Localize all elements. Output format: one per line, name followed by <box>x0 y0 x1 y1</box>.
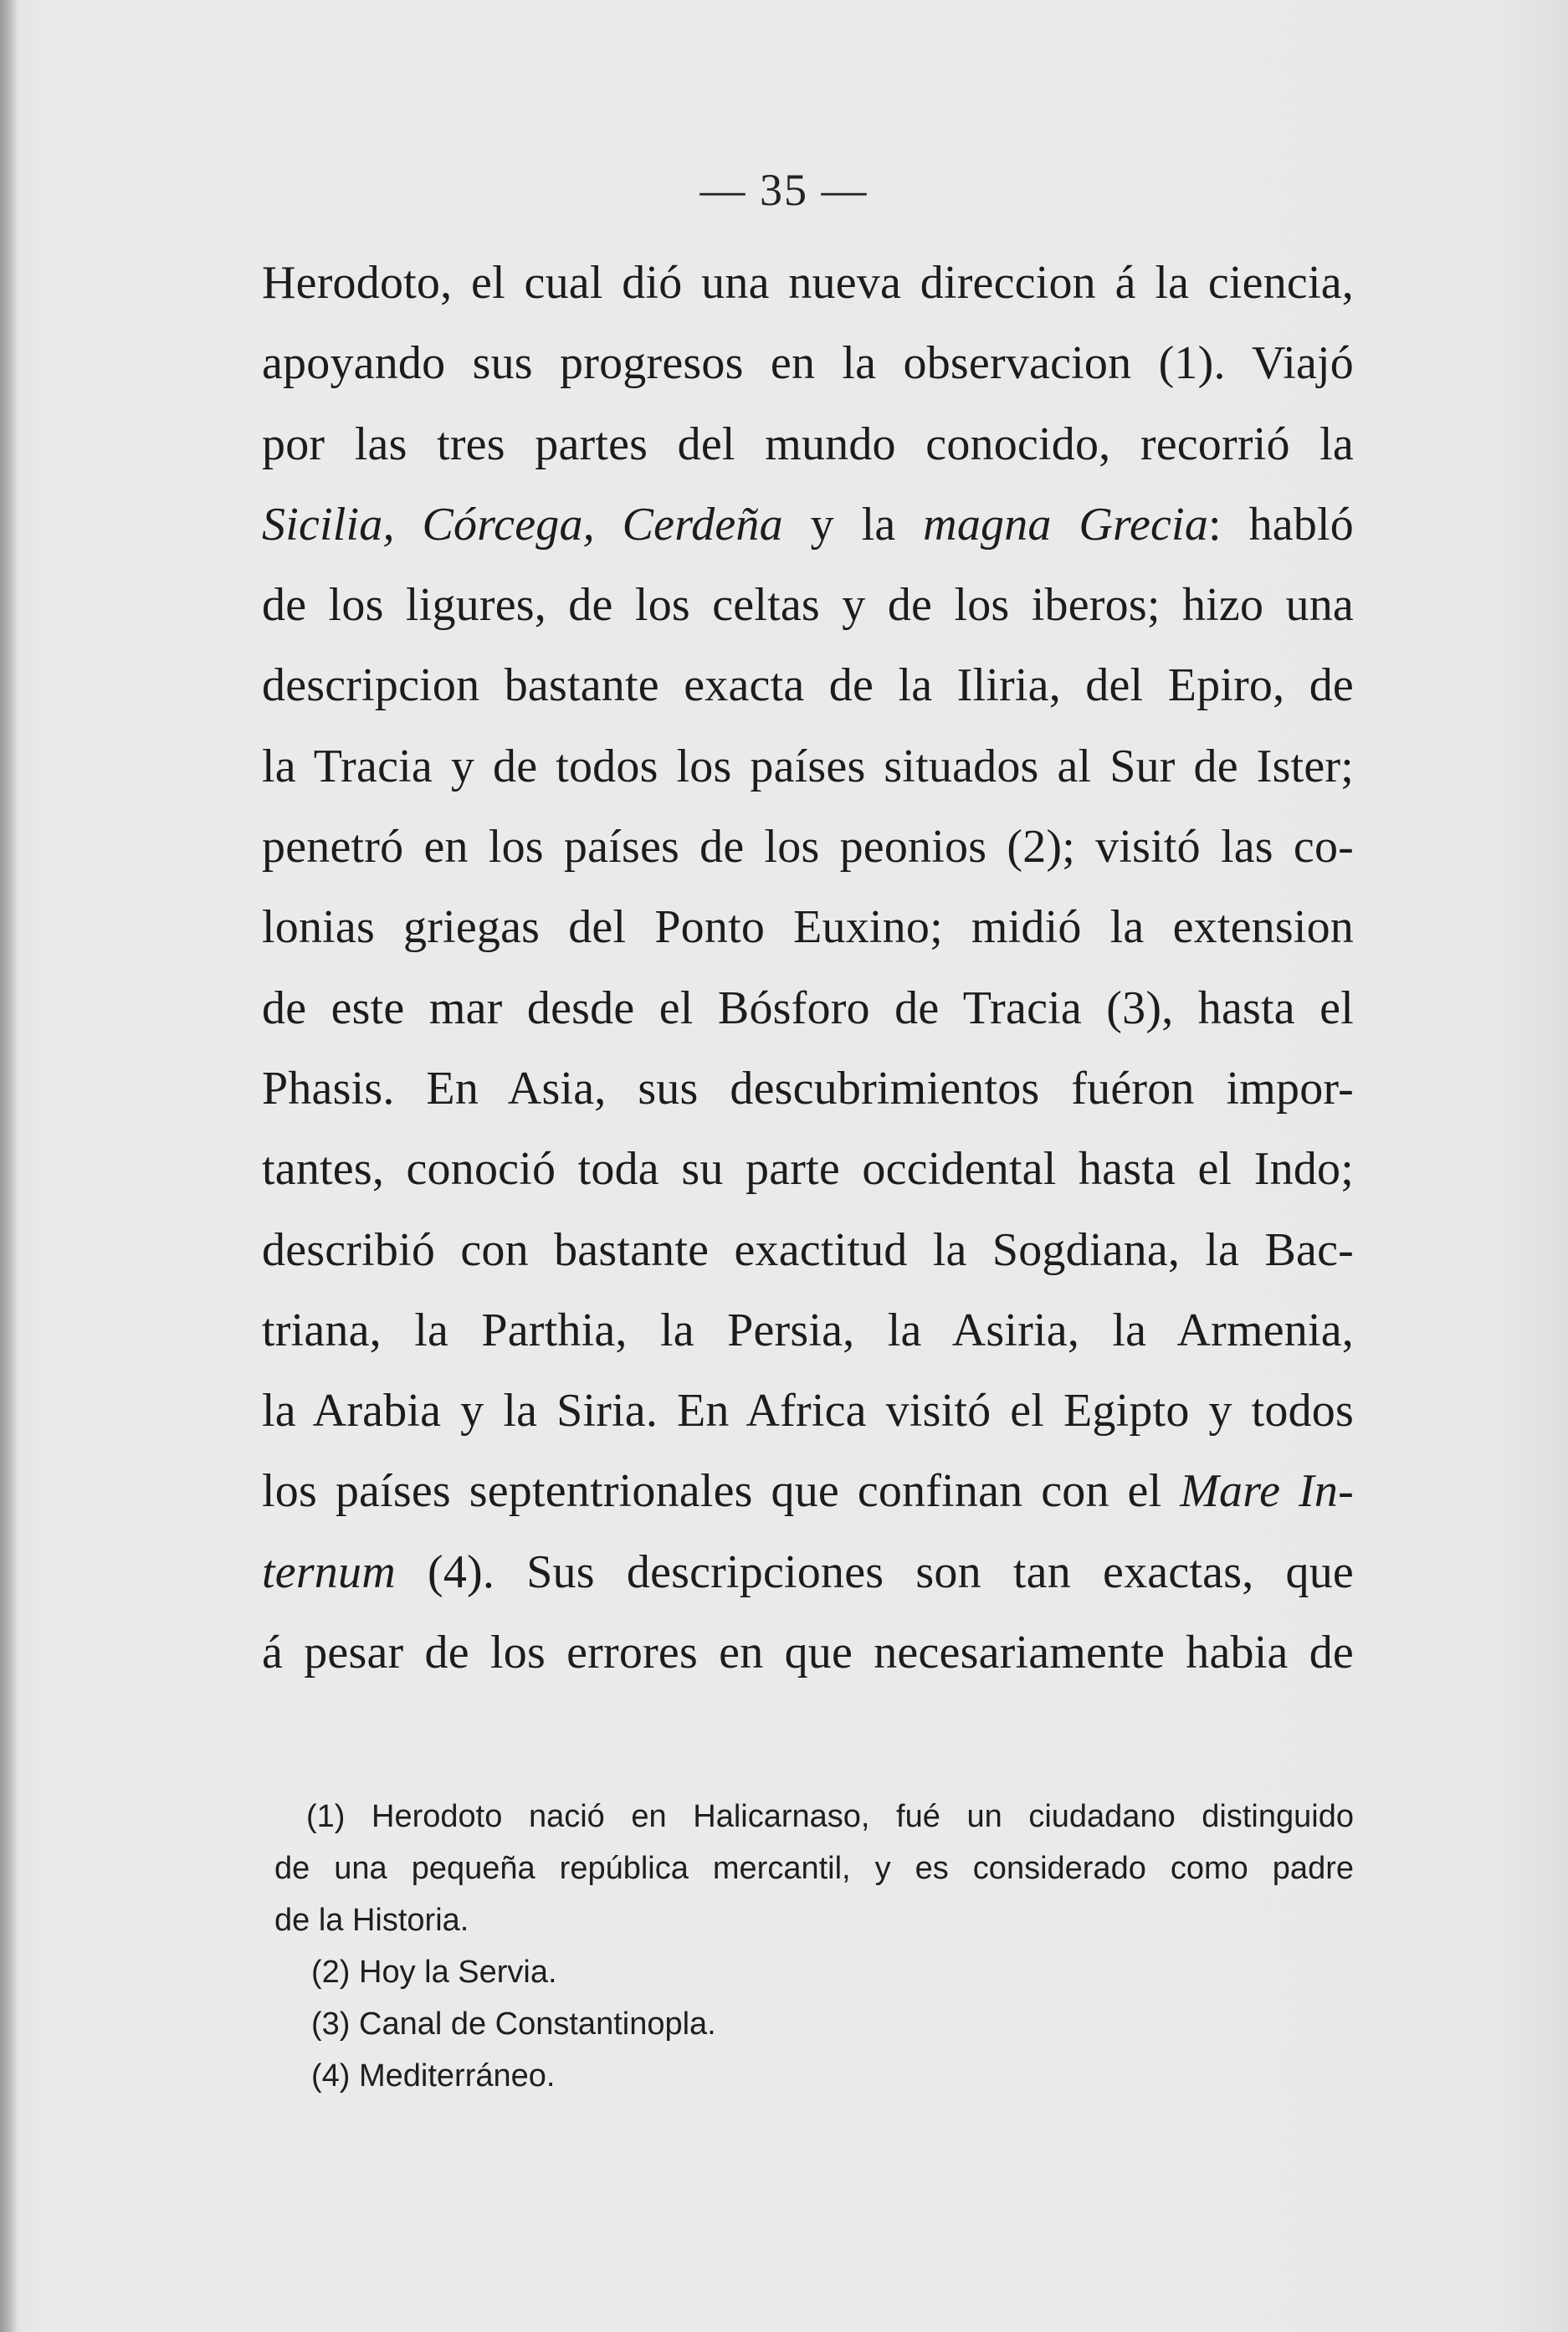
body-line: de este mar desde el Bósforo de Tracia (3), hasta el <box>262 981 1354 1034</box>
body-line: triana, la Parthia, la Persia, la Asiria, la Armenia, <box>262 1304 1354 1356</box>
body-text-segment: : habló <box>1208 498 1354 551</box>
body-line: apoyando sus progresos en la observacion (1). Viajó <box>262 337 1354 390</box>
body-text <box>262 243 1354 1693</box>
body-text-segment: y la <box>782 498 924 551</box>
body-line: la Arabia y la Siria. En Africa visitó el Egipto y todos <box>262 1385 1354 1438</box>
body-line <box>262 484 1354 565</box>
body-line: describió con bastante exactitud la Sogdiana, la Bac- <box>262 1223 1354 1276</box>
page-number: — 35 — <box>699 165 869 215</box>
body-line: por las tres partes del mundo conocido, recorrió la <box>262 418 1354 470</box>
body-line: Herodoto, el cual dió una nueva direccion á la ciencia, <box>262 257 1354 309</box>
italic-magna-grecia: magna Grecia <box>923 498 1209 551</box>
footnote-1-cont: de una pequeña república mercantil, y es considerado como padre <box>274 1851 1354 1886</box>
footnote-2: (2) Hoy la Servia. <box>311 1955 557 1990</box>
body-line <box>262 1532 1354 1612</box>
footnote-1: (1) Herodoto nació en Halicarnaso, fué un ciudadano distinguido <box>306 1799 1354 1834</box>
footnote-1-end: de la Historia. <box>274 1903 469 1938</box>
footnote-4: (4) Mediterráneo. <box>311 2058 556 2094</box>
body-line <box>262 1451 1354 1531</box>
body-line: de los ligures, de los celtas y de los iberos; hizo una <box>262 579 1354 632</box>
binding-shadow <box>0 0 18 2332</box>
italic-mare-internum: Mare In- <box>1180 1465 1354 1518</box>
body-line: descripcion bastante exacta de la Iliria, del Epiro, de <box>262 659 1354 712</box>
body-line: penetró en los países de los peonios (2); visitó las co- <box>262 821 1354 874</box>
footnote-3: (3) Canal de Constantinopla. <box>311 2007 716 2042</box>
body-line: tantes, conoció toda su parte occidental hasta el Indo; <box>262 1143 1354 1196</box>
body-text-segment: (4). Sus descripciones son tan exactas, que <box>395 1545 1354 1598</box>
body-line: la Tracia y de todos los países situados al Sur de Ister; <box>262 740 1354 792</box>
italic-ternum: ternum <box>262 1545 396 1598</box>
body-line: lonias griegas del Ponto Euxino; midió la extension <box>262 901 1354 954</box>
footnotes <box>274 1791 1354 2102</box>
body-line: Phasis. En Asia, sus descubrimientos fuéron impor- <box>262 1062 1354 1115</box>
italic-places: Sicilia, Córcega, Cerdeña <box>262 498 783 551</box>
body-line: á pesar de los errores en que necesariamente habia de <box>262 1627 1354 1679</box>
body-text-segment: los países septentrionales que confinan con el <box>262 1465 1181 1518</box>
